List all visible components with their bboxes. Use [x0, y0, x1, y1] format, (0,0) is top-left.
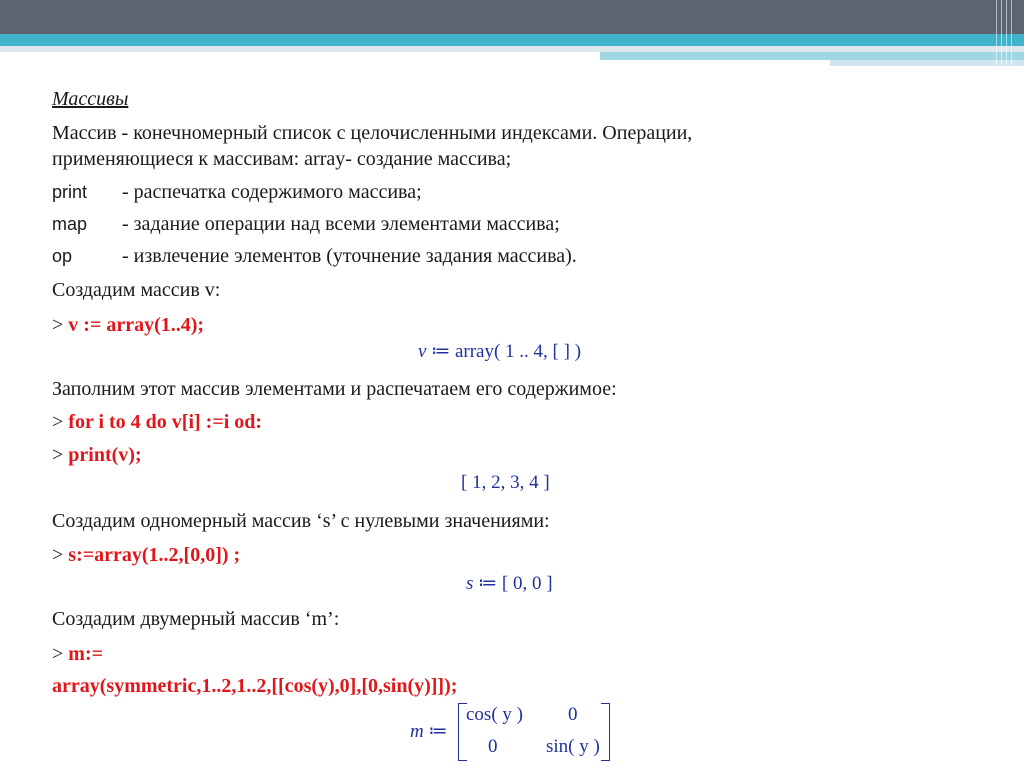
text-fill: Заполним этот массив элементами и распечатаем его содержимое: [52, 378, 617, 400]
prompt-symbol: > [52, 544, 64, 566]
op-desc: - задание операции над всеми элементами массива; [122, 213, 560, 235]
op-name: op [52, 246, 73, 266]
output-expr: ≔ array( 1 .. 4, [ ] ) [426, 341, 582, 362]
op-desc: - извлечение элементов (уточнение задания массива). [122, 245, 577, 267]
prompt-symbol: > [52, 314, 64, 336]
text-create-v: Создадим массив v: [52, 279, 221, 301]
output-4-label [410, 720, 447, 743]
output-var: m [410, 721, 424, 742]
output-var: s [466, 573, 474, 594]
matrix-output [458, 703, 610, 761]
command-5-line-1 [52, 642, 103, 666]
prompt-symbol: > [52, 643, 64, 665]
intro-line-2: применяющиеся к массивам: array- создание массива; [52, 148, 512, 170]
op-name: print [52, 182, 88, 202]
prompt-symbol: > [52, 411, 64, 433]
command-1 [52, 313, 204, 337]
matrix-bracket-right [601, 703, 610, 761]
header-decoration-lines [994, 0, 1016, 66]
header-bar [0, 0, 1024, 34]
matrix-cell-12: 0 [568, 704, 578, 725]
matrix-cell-22: sin( y ) [546, 736, 600, 757]
header-stripe-teal [0, 34, 1024, 46]
command-2 [52, 410, 262, 434]
output-var: v [418, 341, 427, 362]
op-row-map [52, 212, 560, 236]
command-text: print(v); [68, 444, 142, 466]
command-text: for i to 4 do v[i] :=i od: [68, 411, 263, 433]
intro-line-1: Массив - конечномерный список с целочисленными индексами. Операции, [52, 122, 693, 144]
op-row-print [52, 180, 422, 204]
op-desc: - распечатка содержимого массива; [122, 181, 422, 203]
command-4 [52, 543, 240, 567]
text-create-s: Создадим одномерный массив ‘s’ с нулевыми значениями: [52, 510, 550, 532]
matrix-cell-21: 0 [488, 736, 498, 757]
prompt-symbol: > [52, 444, 64, 466]
matrix-cell-11: cos( y ) [466, 704, 523, 725]
command-text: v := array(1..4); [68, 314, 205, 336]
text-create-m: Создадим двумерный массив ‘m’: [52, 608, 340, 630]
slide-title: Массивы [52, 88, 129, 110]
output-expr: ≔ [ 0, 0 ] [473, 573, 553, 594]
command-text: s:=array(1..2,[0,0]) ; [68, 544, 241, 566]
op-name: map [52, 214, 88, 234]
output-1 [418, 340, 581, 363]
op-row-op [52, 244, 577, 268]
header-stripe-accent [600, 52, 1024, 60]
command-5-line-2: array(symmetric,1..2,1..2,[[cos(y),0],[0,sin(y)]]); [52, 675, 458, 697]
output-assign: ≔ [423, 721, 448, 742]
command-3 [52, 443, 142, 467]
command-text: m:= [68, 643, 103, 665]
output-3 [466, 572, 553, 595]
output-2: [ 1, 2, 3, 4 ] [461, 472, 550, 493]
